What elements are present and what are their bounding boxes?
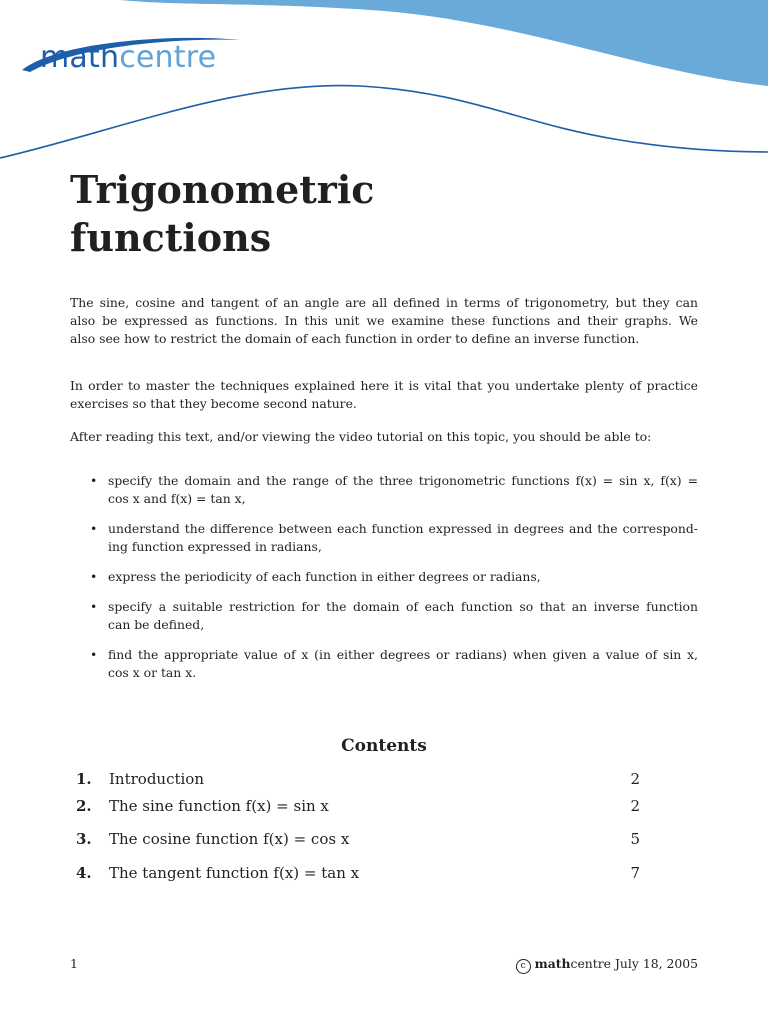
toc-entry-cosine[interactable] <box>76 830 640 852</box>
footer-date: July 18, 2005 <box>614 956 698 971</box>
objective-line: understand the difference between each function expressed in degrees and the correspond- <box>108 521 698 536</box>
toc-number: 3. <box>76 830 92 848</box>
toc-page: 5 <box>630 830 640 848</box>
toc-label: The cosine function f(x) = cos x <box>109 830 350 848</box>
contents-heading: Contents <box>341 736 427 756</box>
objective-line: ing function expressed in radians, <box>108 539 322 554</box>
objective-line: can be defined, <box>108 617 205 632</box>
logo-text-math: math <box>40 40 120 75</box>
intro-paragraph <box>70 294 698 348</box>
document-title <box>70 166 374 262</box>
toc-label: The tangent function f(x) = tan x <box>109 864 360 882</box>
bullet-dot: • <box>90 521 98 536</box>
objective-line: express the periodicity of each function in either degrees or radians, <box>108 569 541 584</box>
toc-number: 1. <box>76 770 92 788</box>
header-wave-line <box>0 86 768 158</box>
toc-number: 4. <box>76 864 92 882</box>
toc-number: 2. <box>76 797 92 815</box>
bullet-dot: • <box>90 599 98 614</box>
objective-line: specify the domain and the range of the three trigonometric functions f(x) = sin x, f(x) = <box>108 473 698 488</box>
intro-line: also see how to restrict the domain of each function in order to define an inverse function. <box>70 331 640 346</box>
intro-line: also be expressed as functions. In this unit we examine these functions and their graphs. We <box>70 313 698 328</box>
toc-entry-sine[interactable] <box>76 797 640 819</box>
objective-item <box>70 520 698 556</box>
bullet-dot: • <box>90 647 98 662</box>
footer-brand-math: math <box>534 956 571 971</box>
after-reading-line: After reading this text, and/or viewing the video tutorial on this topic, you should be able to: <box>70 429 652 444</box>
objective-item <box>70 646 698 682</box>
intro-line: The sine, cosine and tangent of an angle are all defined in terms of trigonometry, but they can <box>70 295 698 310</box>
objective-line: cos x and f(x) = tan x, <box>108 491 246 506</box>
footer-copyright <box>516 956 698 974</box>
title-line-1: Trigonometric <box>70 167 375 212</box>
toc-page: 2 <box>630 797 640 815</box>
bullet-dot: • <box>90 569 98 584</box>
toc-page: 2 <box>630 770 640 788</box>
toc-label: Introduction <box>109 770 204 788</box>
practice-paragraph <box>70 377 698 413</box>
objective-item <box>70 472 698 508</box>
toc-page: 7 <box>630 864 640 882</box>
logo-text-centre: centre <box>119 40 217 75</box>
copyright-icon: c <box>516 959 531 974</box>
toc-entry-introduction[interactable] <box>76 770 640 792</box>
mathcentre-logo <box>40 40 216 75</box>
objective-line: find the appropriate value of x (in either degrees or radians) when given a value of sin x, <box>108 647 698 662</box>
objective-item <box>70 568 698 586</box>
toc-label: The sine function f(x) = sin x <box>109 797 329 815</box>
objective-line: cos x or tan x. <box>108 665 197 680</box>
after-reading-paragraph <box>70 428 698 446</box>
footer-page-number: 1 <box>70 956 78 971</box>
toc-entry-tangent[interactable] <box>76 864 640 886</box>
practice-line: exercises so that they become second nature. <box>70 396 357 411</box>
bullet-dot: • <box>90 473 98 488</box>
title-line-2: functions <box>70 215 272 260</box>
objective-item <box>70 598 698 634</box>
practice-line: In order to master the techniques explained here it is vital that you undertake plenty of practice <box>70 378 698 393</box>
objective-line: specify a suitable restriction for the domain of each function so that an inverse function <box>108 599 698 614</box>
objectives-list <box>70 472 698 682</box>
header-wave-graphic <box>0 0 768 170</box>
footer-brand-centre: centre <box>570 956 612 971</box>
